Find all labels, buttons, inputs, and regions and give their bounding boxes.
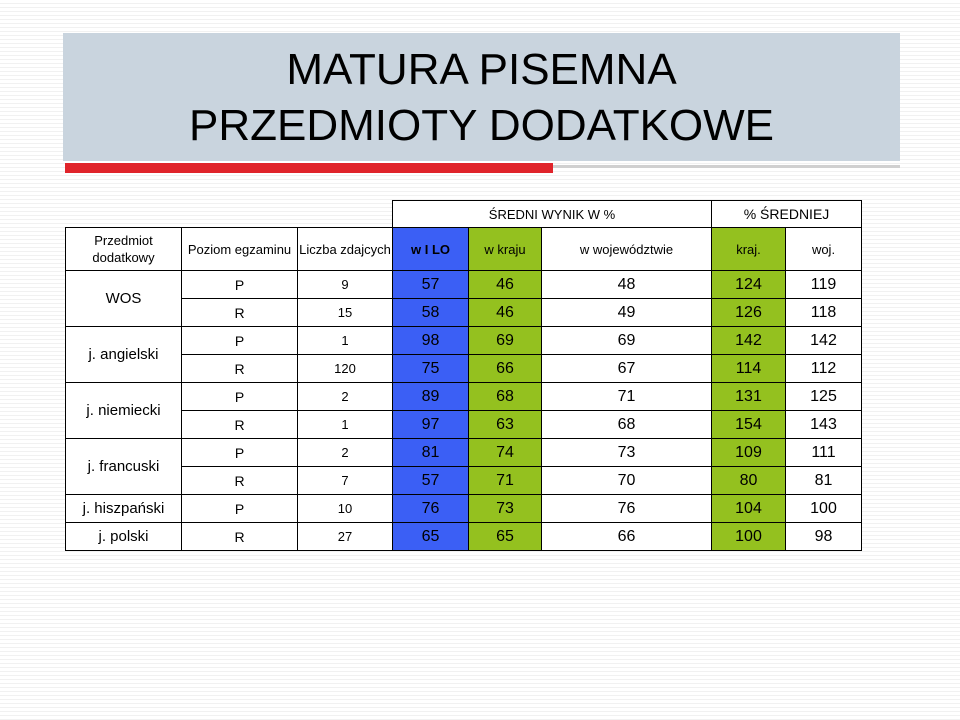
cell-lo: 98 xyxy=(393,327,469,355)
cell-kraj: 74 xyxy=(469,439,542,467)
cell-pct-kraj: 104 xyxy=(712,495,786,523)
cell-pct-woj: 111 xyxy=(786,439,862,467)
col-header-pct-kraj: kraj. xyxy=(712,228,786,271)
cell-pct-kraj: 109 xyxy=(712,439,786,467)
cell-pct-woj: 100 xyxy=(786,495,862,523)
cell-pct-kraj: 80 xyxy=(712,467,786,495)
col-header-woj: w województwie xyxy=(542,228,712,271)
col-header-pct-woj: woj. xyxy=(786,228,862,271)
cell-kraj: 68 xyxy=(469,383,542,411)
table-row xyxy=(66,355,862,383)
cell-kraj: 73 xyxy=(469,495,542,523)
cell-lo: 81 xyxy=(393,439,469,467)
cell-count: 120 xyxy=(298,355,393,383)
cell-level: R xyxy=(182,467,298,495)
cell-level: P xyxy=(182,383,298,411)
cell-kraj: 63 xyxy=(469,411,542,439)
col-header-level: Poziom egzaminu xyxy=(182,228,298,271)
cell-woj: 69 xyxy=(542,327,712,355)
cell-pct-kraj: 124 xyxy=(712,271,786,299)
cell-pct-kraj: 126 xyxy=(712,299,786,327)
slide-title-line-2: PRZEDMIOTY DODATKOWE xyxy=(188,101,775,150)
cell-count: 15 xyxy=(298,299,393,327)
cell-kraj: 69 xyxy=(469,327,542,355)
cell-woj: 70 xyxy=(542,467,712,495)
table-row xyxy=(66,411,862,439)
results-table xyxy=(65,200,862,551)
cell-subject: j. hiszpański xyxy=(66,495,182,523)
cell-level: R xyxy=(182,355,298,383)
cell-pct-woj: 142 xyxy=(786,327,862,355)
cell-kraj: 66 xyxy=(469,355,542,383)
cell-pct-woj: 98 xyxy=(786,523,862,551)
col-header-subject: Przedmiot dodatkowy xyxy=(66,228,182,271)
cell-lo: 76 xyxy=(393,495,469,523)
cell-subject: j. polski xyxy=(66,523,182,551)
cell-subject: WOS xyxy=(66,271,182,327)
cell-count: 27 xyxy=(298,523,393,551)
column-header-row xyxy=(66,228,862,271)
cell-woj: 73 xyxy=(542,439,712,467)
table-row xyxy=(66,299,862,327)
cell-lo: 97 xyxy=(393,411,469,439)
cell-kraj: 46 xyxy=(469,271,542,299)
table-row xyxy=(66,271,862,299)
title-box xyxy=(63,33,900,161)
table-row xyxy=(66,523,862,551)
cell-lo: 75 xyxy=(393,355,469,383)
cell-subject: j. francuski xyxy=(66,439,182,495)
cell-kraj: 65 xyxy=(469,523,542,551)
cell-woj: 76 xyxy=(542,495,712,523)
cell-woj: 71 xyxy=(542,383,712,411)
group-header-procent-sredniej: % ŚREDNIEJ xyxy=(712,201,862,228)
slide-title-line-1: MATURA PISEMNA xyxy=(286,45,677,94)
cell-pct-woj: 125 xyxy=(786,383,862,411)
cell-level: R xyxy=(182,299,298,327)
cell-pct-kraj: 100 xyxy=(712,523,786,551)
cell-level: P xyxy=(182,327,298,355)
cell-count: 2 xyxy=(298,439,393,467)
cell-pct-woj: 143 xyxy=(786,411,862,439)
col-header-lo: w I LO xyxy=(393,228,469,271)
cell-woj: 49 xyxy=(542,299,712,327)
table-row xyxy=(66,439,862,467)
cell-subject: j. niemiecki xyxy=(66,383,182,439)
accent-bar xyxy=(65,163,553,173)
cell-level: R xyxy=(182,523,298,551)
cell-count: 1 xyxy=(298,327,393,355)
cell-woj: 66 xyxy=(542,523,712,551)
group-header-row xyxy=(66,201,862,228)
cell-count: 9 xyxy=(298,271,393,299)
cell-count: 10 xyxy=(298,495,393,523)
cell-pct-kraj: 154 xyxy=(712,411,786,439)
cell-kraj: 46 xyxy=(469,299,542,327)
cell-count: 2 xyxy=(298,383,393,411)
cell-kraj: 71 xyxy=(469,467,542,495)
cell-pct-kraj: 142 xyxy=(712,327,786,355)
cell-level: R xyxy=(182,411,298,439)
cell-woj: 48 xyxy=(542,271,712,299)
cell-pct-kraj: 114 xyxy=(712,355,786,383)
cell-lo: 57 xyxy=(393,467,469,495)
cell-woj: 68 xyxy=(542,411,712,439)
cell-lo: 58 xyxy=(393,299,469,327)
table-row xyxy=(66,327,862,355)
cell-lo: 89 xyxy=(393,383,469,411)
cell-lo: 57 xyxy=(393,271,469,299)
cell-subject: j. angielski xyxy=(66,327,182,383)
cell-count: 7 xyxy=(298,467,393,495)
cell-pct-woj: 118 xyxy=(786,299,862,327)
cell-level: P xyxy=(182,495,298,523)
group-header-sredni-wynik: ŚREDNI WYNIK W % xyxy=(393,201,712,228)
cell-level: P xyxy=(182,271,298,299)
cell-lo: 65 xyxy=(393,523,469,551)
col-header-count: Liczba zdajcych xyxy=(298,228,393,271)
cell-pct-woj: 119 xyxy=(786,271,862,299)
cell-pct-woj: 112 xyxy=(786,355,862,383)
cell-count: 1 xyxy=(298,411,393,439)
cell-pct-kraj: 131 xyxy=(712,383,786,411)
table-row xyxy=(66,467,862,495)
cell-pct-woj: 81 xyxy=(786,467,862,495)
divider-line xyxy=(553,165,900,168)
table-row xyxy=(66,383,862,411)
col-header-kraj: w kraju xyxy=(469,228,542,271)
table-row xyxy=(66,495,862,523)
cell-woj: 67 xyxy=(542,355,712,383)
cell-level: P xyxy=(182,439,298,467)
